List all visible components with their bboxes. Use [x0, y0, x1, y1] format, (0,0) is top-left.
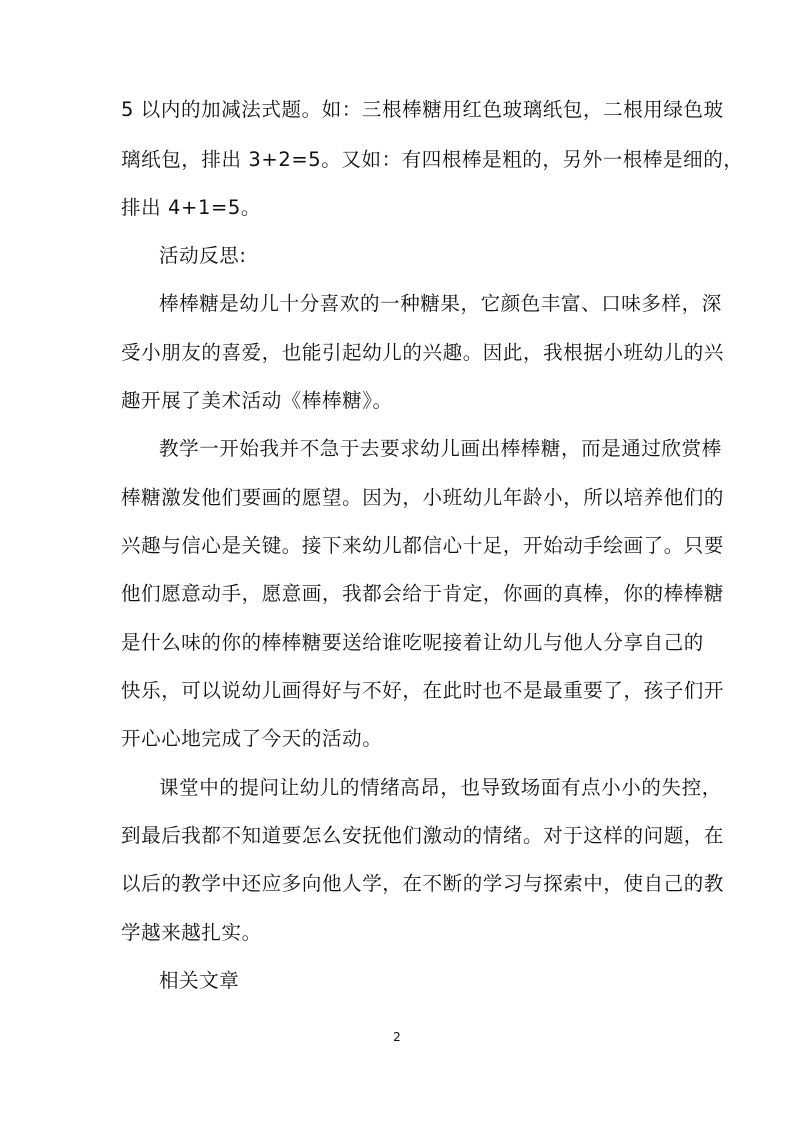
text-line: 快乐，可以说幼儿画得好与不好，在此时也不是最重要了，孩子们开	[121, 679, 725, 702]
text-line: 5 以内的加减法式题。如：三根棒糖用红色玻璃纸包，二根用绿色玻	[121, 98, 724, 121]
text-line: 排出 4+1=5。	[121, 196, 261, 219]
text-line: 兴趣与信心是关键。接下来幼儿都信心十足，开始动手绘画了。只要	[121, 534, 725, 557]
page-number: 2	[393, 1030, 401, 1044]
text-line: 课堂中的提问让幼儿的情绪高昂，也导致场面有点小小的失控，	[159, 776, 722, 799]
text-line: 开心心地完成了今天的活动。	[121, 727, 383, 750]
text-line: 到最后我都不知道要怎么安抚他们激动的情绪。对于这样的问题，在	[121, 824, 725, 847]
text-line: 他们愿意动手，愿意画，我都会给于肯定，你画的真棒，你的棒棒糖	[121, 582, 725, 605]
section-heading: 活动反思:	[159, 244, 247, 267]
text-line: 棒棒糖是幼儿十分喜欢的一种糖果，它颜色丰富、口味多样，深	[159, 292, 722, 315]
text-line: 学越来越扎实。	[121, 921, 262, 944]
text-line: 是什么味的你的棒棒糖要送给谁吃呢接着让幼儿与他人分享自己的	[121, 631, 704, 654]
section-heading: 相关文章	[159, 969, 240, 992]
text-line: 以后的教学中还应多向他人学，在不断的学习与探索中，使自己的教	[121, 872, 725, 895]
text-line: 趣开展了美术活动《棒棒糖》。	[121, 389, 393, 412]
text-line: 璃纸包，排出 3+2=5。又如：有四根棒是粗的，另外一根棒是细的，	[121, 148, 744, 171]
text-line: 棒糖激发他们要画的愿望。因为，小班幼儿年龄小，所以培养他们的	[121, 486, 725, 509]
text-line: 受小朋友的喜爱，也能引起幼儿的兴趣。因此，我根据小班幼儿的兴	[121, 341, 725, 364]
text-line: 教学一开始我并不急于去要求幼儿画出棒棒糖，而是通过欣赏棒	[159, 437, 722, 460]
